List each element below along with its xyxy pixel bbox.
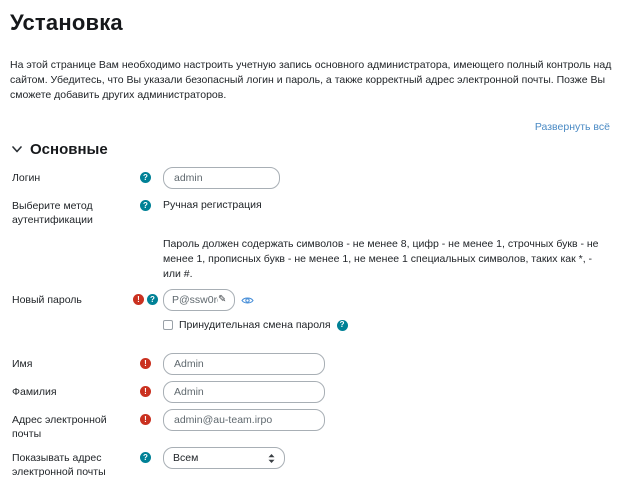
lastname-input[interactable]	[163, 381, 325, 403]
email-visibility-label: Показывать адрес электронной почты	[12, 452, 106, 478]
auth-method-row	[10, 195, 614, 227]
password-hint-text: Пароль должен содержать символов - не менее 8, цифр - не менее 1, строчных букв - не менее 1, прописных букв - не менее 1, не менее 1 специальных символов, таких как *, - или #.	[163, 238, 599, 280]
expand-all-row	[10, 117, 610, 135]
new-password-field[interactable]	[163, 289, 235, 311]
required-icon: !	[140, 414, 151, 425]
firstname-label: Имя	[12, 358, 33, 370]
edit-pencil-icon[interactable]: ✎	[218, 294, 227, 305]
show-password-eye-icon[interactable]	[241, 295, 254, 306]
firstname-input[interactable]	[163, 353, 325, 375]
new-password-input[interactable]	[172, 294, 218, 306]
help-icon[interactable]: ?	[140, 452, 151, 463]
required-icon: !	[140, 358, 151, 369]
email-input[interactable]	[163, 409, 325, 431]
expand-all-link[interactable]: Развернуть всё	[534, 121, 610, 133]
intro-text: На этой странице Вам необходимо настроить учетную запись основного администратора, имеющего полный контроль над сайтом. Убедитесь, что Вы указали безопасный логин и пароль, а также корректный адрес электронной почты. Позже Вы сможете добавить других администраторов.	[10, 59, 612, 101]
new-password-row	[10, 289, 614, 311]
help-icon[interactable]: ?	[140, 172, 151, 183]
help-icon[interactable]: ?	[147, 294, 158, 305]
password-hint-row	[10, 237, 614, 282]
help-icon[interactable]: ?	[337, 320, 348, 331]
section-general-header[interactable]	[12, 141, 614, 158]
login-row	[10, 167, 614, 189]
chevron-down-icon	[12, 146, 22, 153]
auth-method-label: Выберите метод аутентификации	[12, 200, 93, 226]
new-password-label: Новый пароль	[12, 294, 82, 306]
required-icon: !	[133, 294, 144, 305]
force-password-change-label: Принудительная смена пароля	[179, 319, 331, 331]
lastname-label: Фамилия	[12, 386, 57, 398]
email-visibility-selected-value: Всем	[173, 452, 199, 464]
help-icon[interactable]: ?	[140, 200, 151, 211]
force-password-change-row	[10, 317, 614, 339]
login-input[interactable]	[163, 167, 280, 189]
lastname-row	[10, 381, 614, 403]
auth-method-value: Ручная регистрация	[163, 199, 262, 211]
firstname-row	[10, 353, 614, 375]
section-title: Основные	[30, 141, 108, 158]
force-password-change-checkbox[interactable]	[163, 320, 173, 330]
email-visibility-row	[10, 447, 614, 479]
page-title: Установка	[10, 10, 123, 35]
select-arrows-icon	[268, 454, 275, 463]
login-label: Логин	[12, 172, 41, 184]
email-label: Адрес электронной почты	[12, 414, 107, 440]
required-icon: !	[140, 386, 151, 397]
email-visibility-select[interactable]	[163, 447, 285, 469]
